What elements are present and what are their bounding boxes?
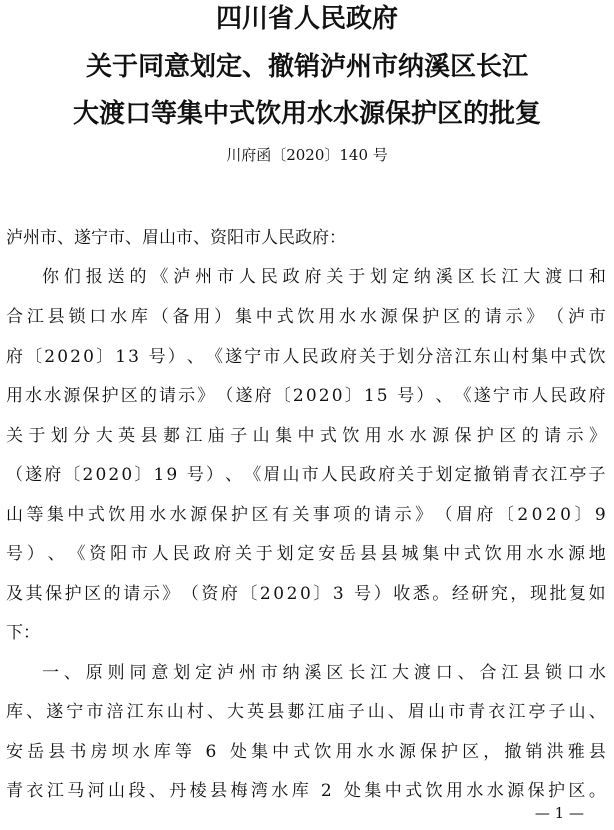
salutation: 泸州市、遂宁市、眉山市、资阳市人民政府： — [6, 228, 346, 248]
body-line: 安 岳 县 书 房 坝 水 库 等 6 处 集 中 式 饮 用 水 水 源 保 护 区 ， 撤 销 洪 雅 县 — [6, 742, 606, 762]
body-line: （ 遂 府 〔 2 0 2 0 〕 1 9 号 ） 、 《 眉 山 市 人 民 政 府 关 于 划 定 撤 销 青 衣 江 亭 子 — [6, 465, 606, 485]
body-line: 府 〔 2 0 2 0 〕 1 3 号 ） 、 《 遂 宁 市 人 民 政 府 关 于 划 分 涪 江 东 山 村 集 中 式 饮 — [6, 347, 606, 367]
document-title-line-2: 关于同意划定、撤销泸州市纳溪区长江 — [85, 52, 528, 82]
body-line: 关 于 划 分 大 英 县 郪 江 庙 子 山 集 中 式 饮 用 水 水 源 保 护 区 的 请 示 》 — [6, 426, 606, 446]
body-line: 号 ） 、 《 资 阳 市 人 民 政 府 关 于 划 定 安 岳 县 县 城 集 中 式 饮 用 水 水 源 地 — [6, 544, 606, 564]
body-line: 下： — [6, 623, 40, 643]
body-line: 用 水 水 源 保 护 区 的 请 示 》 （ 遂 府 〔 2 0 2 0 〕 1 5 号 ） 、 《 遂 宁 市 人 民 政 府 — [6, 386, 606, 406]
body-line: 合 江 县 锁 口 水 库 （ 备 用 ） 集 中 式 饮 用 水 水 源 保 护 区 的 请 示 》 （ 泸 市 — [6, 307, 606, 327]
body-line: 库 、 遂 宁 市 涪 江 东 山 村 、 大 英 县 郪 江 庙 子 山 、 眉 山 市 青 衣 江 亭 子 山 、 — [6, 702, 606, 722]
body-line: 青 衣 江 马 河 山 段 、 丹 棱 县 梅 湾 水 库 2 处 集 中 式 饮 用 水 水 源 保 护 区 。 — [6, 781, 606, 801]
body-line: 一 、 原 则 同 意 划 定 泸 州 市 纳 溪 区 长 江 大 渡 口 、 合 江 县 锁 口 水 — [42, 663, 606, 683]
body-line: 你 们 报 送 的 《 泸 州 市 人 民 政 府 关 于 划 定 纳 溪 区 长 江 大 渡 口 和 — [42, 267, 606, 287]
body-line: 及 其 保 护 区 的 请 示 》 （ 资 府 〔 2 0 2 0 〕 3 号 ） 收 悉 。 经 研 究 ， 现 批 复 如 — [6, 584, 606, 604]
document-title-line-3: 大渡口等集中式饮用水水源保护区的批复 — [72, 99, 541, 129]
document-number: 川府函〔2020〕140 号 — [226, 146, 388, 164]
page-number: — 1 — — [534, 804, 584, 822]
body-line: 山 等 集 中 式 饮 用 水 水 源 保 护 区 有 关 事 项 的 请 示 》 （ 眉 府 〔 2 0 2 0 〕 9 — [6, 505, 606, 525]
document-title-line-1: 四川省人民政府 — [215, 4, 398, 34]
